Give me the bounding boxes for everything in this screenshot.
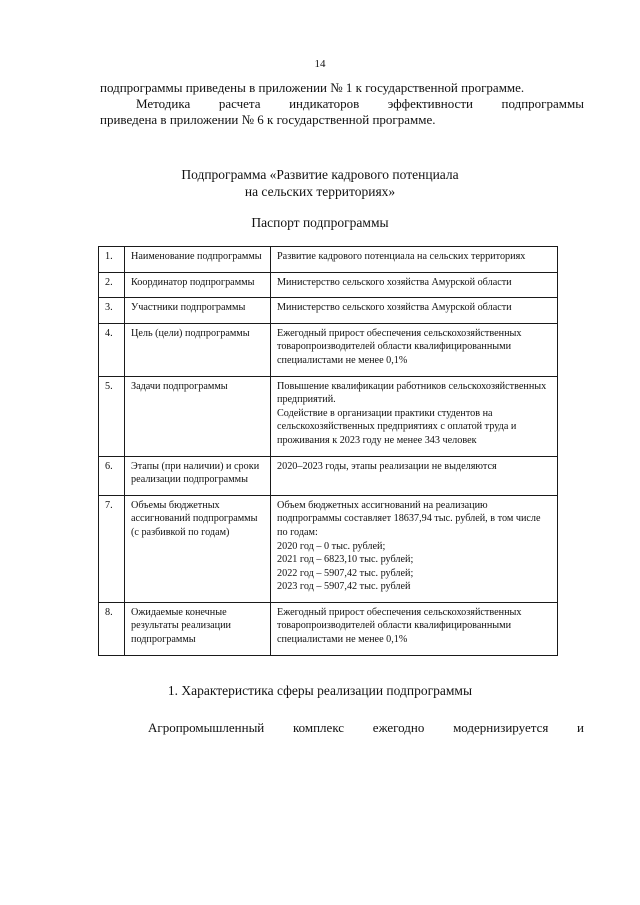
value-line: Министерство сельского хозяйства Амурской области	[277, 276, 512, 288]
row-name: Этапы (при наличии) и сроки реализации подпрограммы	[125, 456, 271, 495]
value-line: Объем бюджетных ассигнований на реализацию подпрограммы составляет 18637,94 тыс. рублей, в том числе по годам:	[277, 499, 541, 538]
intro-word: эффективности	[387, 96, 473, 111]
subprogram-title	[0, 166, 640, 200]
row-name: Объемы бюджетных ассигнований подпрограммы (с разбивкой по годам)	[125, 495, 271, 602]
value-line: Содействие в организации практики студентов на сельскохозяйственных предприятиях с оплатой труда и проживания к 2023 году не менее 343 человек	[277, 407, 517, 446]
intro-word: Методика	[136, 96, 191, 111]
intro-paragraph	[100, 80, 584, 128]
paragraph-word: Агропромышленный	[148, 720, 265, 735]
value-line: Ежегодный прирост обеспечения сельскохозяйственных товаропроизводителей области квалифицированными специалистами не менее 0,1%	[277, 327, 522, 366]
table-row	[99, 376, 558, 456]
intro-word: подпрограммы	[501, 96, 584, 111]
row-number: 4.	[99, 323, 125, 376]
value-line: Ежегодный прирост обеспечения сельскохозяйственных товаропроизводителей области квалифицированными специалистами не менее 0,1%	[277, 606, 522, 646]
row-value	[271, 495, 558, 602]
row-number: 8.	[99, 602, 125, 655]
intro-word: индикаторов	[289, 96, 360, 111]
paragraph-word: комплекс	[292, 720, 345, 735]
passport-table	[98, 246, 558, 656]
paragraph-word: модернизируется	[453, 720, 549, 735]
intro-line-3: приведена в приложении № 6 к государственной программе.	[100, 112, 436, 127]
row-value	[271, 247, 558, 273]
value-line: 2020–2023 годы, этапы реализации не выделяются	[277, 460, 497, 472]
intro-line-1: подпрограммы приведены в приложении № 1 к государственной программе.	[100, 80, 525, 95]
row-name: Ожидаемые конечные результаты реализации подпрограммы	[125, 602, 271, 655]
table-row	[99, 495, 558, 602]
subprogram-title-line-2: на сельских территориях»	[244, 184, 396, 199]
row-value	[271, 376, 558, 456]
row-number: 3.	[99, 298, 125, 324]
table-row	[99, 456, 558, 495]
row-name: Наименование подпрограммы	[125, 247, 271, 273]
row-number: 2.	[99, 272, 125, 298]
intro-line-2	[100, 96, 584, 112]
value-line: Развитие кадрового потенциала на сельских территориях	[277, 251, 526, 262]
row-value	[271, 272, 558, 298]
table-row	[99, 247, 558, 273]
value-line: Повышение квалификации работников сельскохозяйственных предприятий.	[277, 380, 547, 406]
paragraph-word: ежегодно	[372, 720, 425, 735]
value-line: Министерство сельского хозяйства Амурской области	[277, 302, 512, 314]
row-value	[271, 602, 558, 655]
row-name: Координатор подпрограммы	[125, 272, 271, 298]
row-number: 5.	[99, 376, 125, 456]
intro-word: расчета	[218, 96, 261, 111]
row-number: 7.	[99, 495, 125, 602]
paragraph-first-line	[148, 720, 584, 736]
value-line: 2023 год – 5907,42 тыс. рублей	[277, 581, 411, 593]
value-line: 2021 год – 6823,10 тыс. рублей;	[277, 554, 414, 566]
row-number: 6.	[99, 456, 125, 495]
value-line: 2022 год – 5907,42 тыс. рублей;	[277, 567, 414, 579]
page-number: 14	[314, 58, 326, 70]
row-name: Участники подпрограммы	[125, 298, 271, 324]
subprogram-title-line-1: Подпрограмма «Развитие кадрового потенциала	[181, 167, 459, 182]
row-name: Задачи подпрограммы	[125, 376, 271, 456]
passport-title: Паспорт подпрограммы	[251, 215, 389, 230]
table-row	[99, 602, 558, 655]
row-value	[271, 323, 558, 376]
section-title: 1. Характеристика сферы реализации подпрограммы	[167, 683, 473, 698]
table-row	[99, 298, 558, 324]
row-number: 1.	[99, 247, 125, 273]
table-row	[99, 323, 558, 376]
paragraph-word: и	[577, 720, 584, 735]
row-name: Цель (цели) подпрограммы	[125, 323, 271, 376]
table-row	[99, 272, 558, 298]
value-line: 2020 год – 0 тыс. рублей;	[277, 540, 386, 552]
row-value	[271, 298, 558, 324]
row-value	[271, 456, 558, 495]
